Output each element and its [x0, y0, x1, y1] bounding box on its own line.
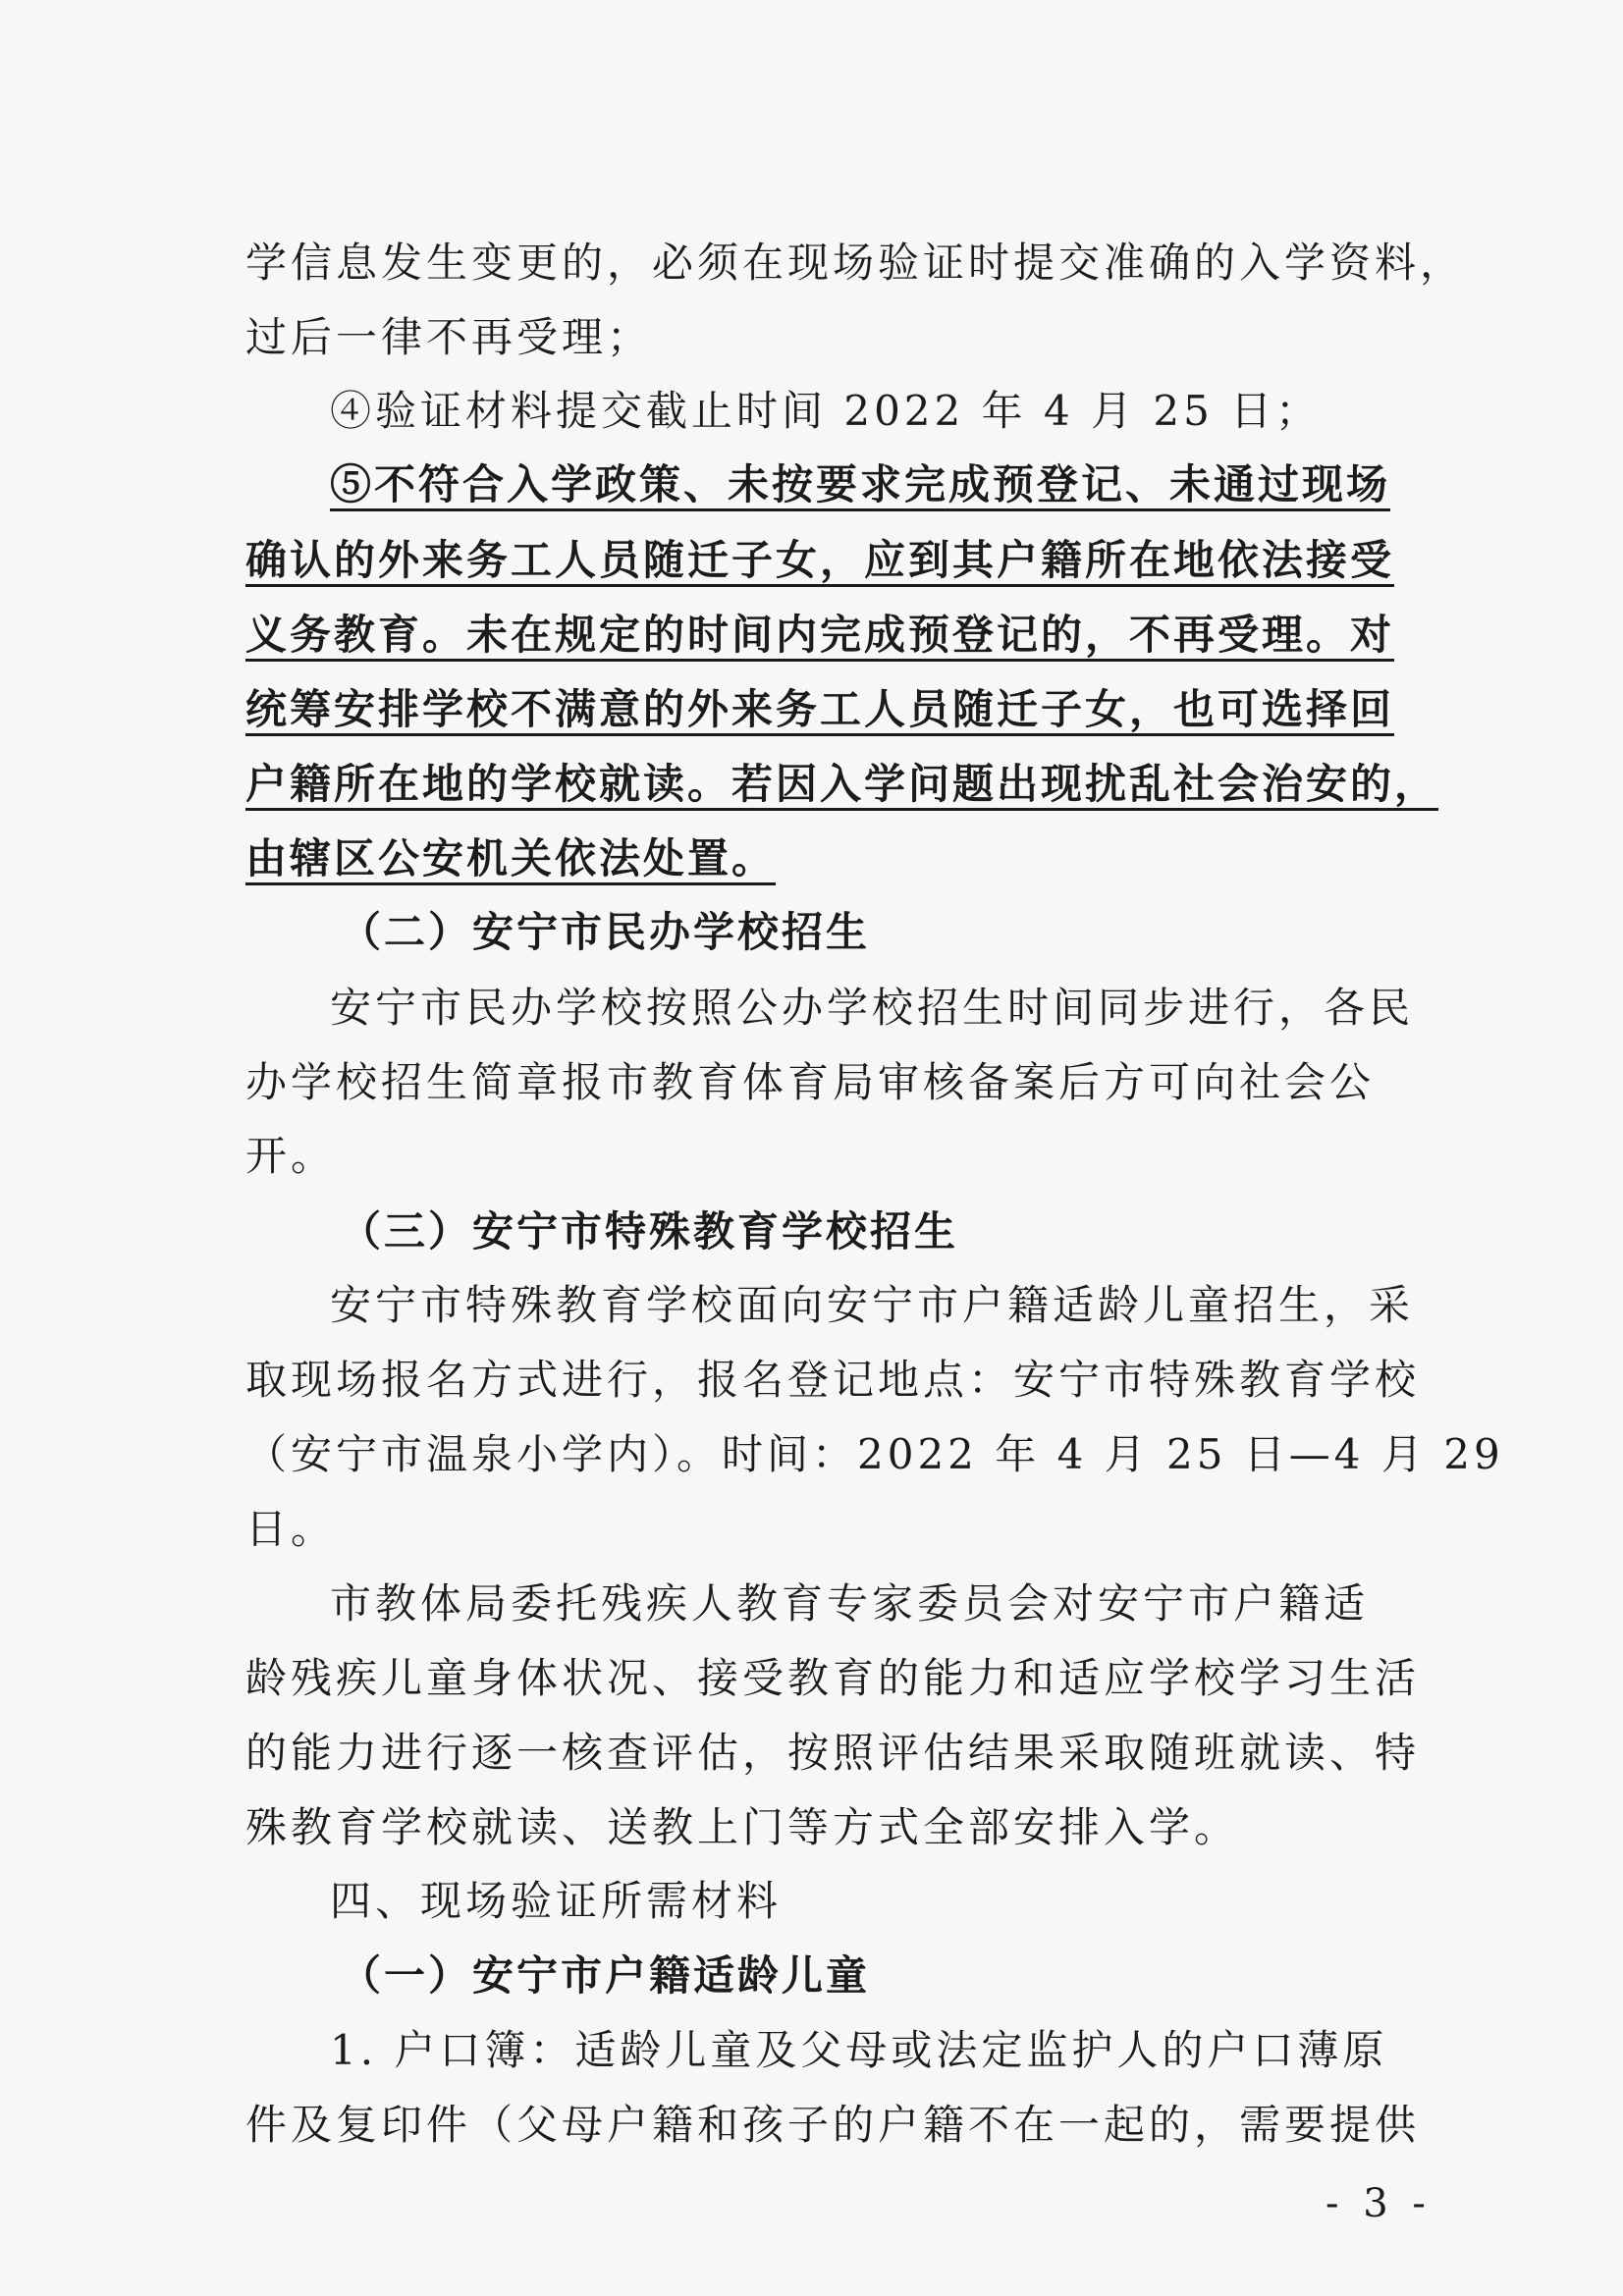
page-number: - 3 -: [1325, 2181, 1432, 2226]
section-heading: （三）安宁市特殊教育学校招生: [340, 1207, 959, 1255]
underlined-emphasis-line: 确认的外来务工人员随迁子女，应到其户籍所在地依法接受: [245, 536, 1395, 584]
body-line: 办学校招生简章报市教育体育局审核备案后方可向社会公: [245, 1058, 1376, 1106]
body-line: 开。: [245, 1132, 337, 1180]
underlined-emphasis-line: 由辖区公安机关依法处置。: [245, 834, 777, 882]
underlined-emphasis-line: 义务教育。未在规定的时间内完成预登记的，不再受理。对: [245, 611, 1395, 659]
underlined-emphasis-line: 户籍所在地的学校就读。若因入学问题出现扰乱社会治安的，: [245, 760, 1439, 808]
body-line: 1. 户口簿：适龄儿童及父母或法定监护人的户口薄原: [330, 2026, 1388, 2074]
body-line: 日。: [245, 1505, 337, 1553]
underlined-emphasis-line: 统筹安排学校不满意的外来务工人员随迁子女，也可选择回: [245, 685, 1395, 733]
section-heading: （二）安宁市民办学校招生: [340, 908, 871, 956]
body-line: 殊教育学校就读、送教上门等方式全部安排入学。: [245, 1803, 1240, 1851]
section-heading: （一）安宁市户籍适龄儿童: [340, 1951, 871, 2000]
body-line: 龄残疾儿童身体状况、接受教育的能力和适应学校学习生活: [245, 1654, 1421, 1702]
section-heading: 四、现场验证所需材料: [330, 1877, 783, 1925]
body-line: 市教体局委托残疾人教育专家委员会对安宁市户籍适: [330, 1579, 1370, 1628]
body-line: （安宁市温泉小学内）。时间：2022 年 4 月 25 日—4 月 29: [245, 1430, 1504, 1478]
body-line: 学信息发生变更的，必须在现场验证时提交准确的入学资料，: [245, 239, 1466, 287]
body-line: 安宁市民办学校按照公办学校招生时间同步进行，各民: [330, 984, 1415, 1032]
body-line: 安宁市特殊教育学校面向安宁市户籍适龄儿童招生，采: [330, 1281, 1415, 1329]
underlined-emphasis-line: ⑤不符合入学政策、未按要求完成预登记、未通过现场: [330, 460, 1391, 508]
body-line: 过后一律不再受理；: [245, 313, 653, 361]
body-line: ④验证材料提交截止时间 2022 年 4 月 25 日；: [330, 387, 1322, 435]
body-line: 件及复印件（父母户籍和孩子的户籍不在一起的，需要提供: [245, 2101, 1421, 2149]
body-line: 取现场报名方式进行，报名登记地点：安宁市特殊教育学校: [245, 1356, 1421, 1404]
body-line: 的能力进行逐一核查评估，按照评估结果采取随班就读、特: [245, 1729, 1421, 1777]
